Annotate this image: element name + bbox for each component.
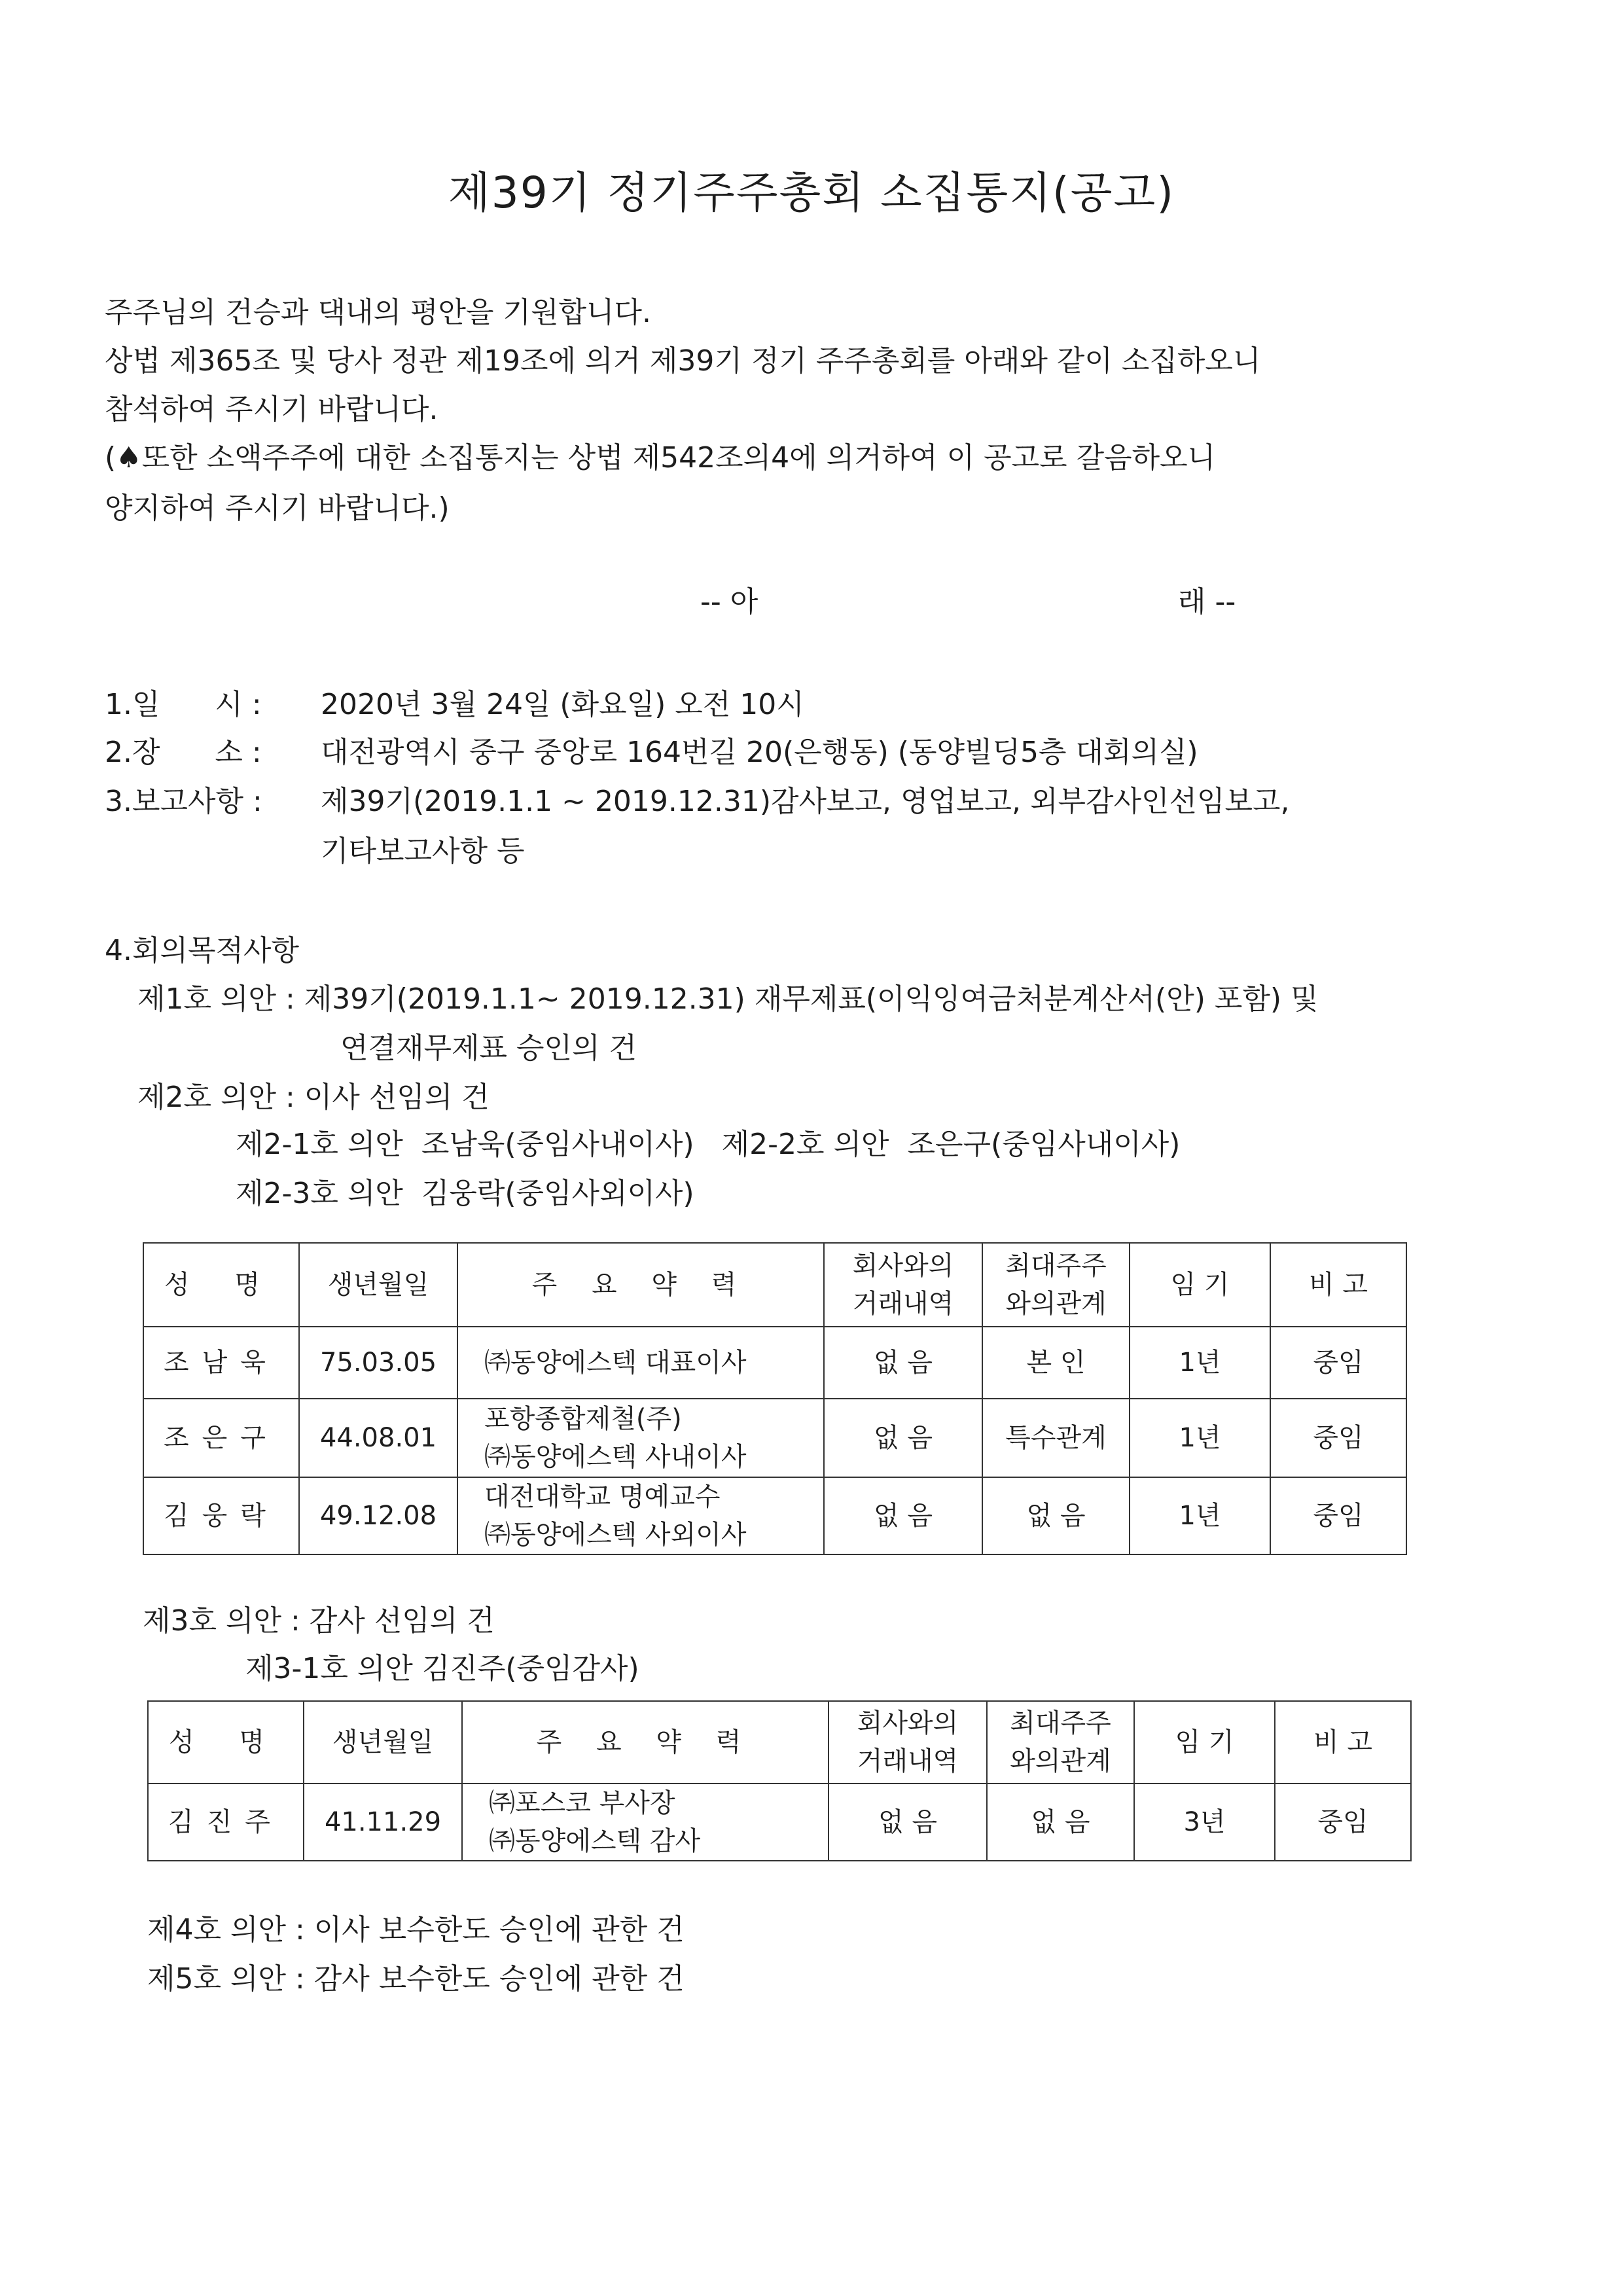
directors-table [143, 1242, 1407, 1555]
director-trade: 없 음 [824, 1477, 982, 1554]
notice-heading-left: -- 아 [700, 585, 758, 619]
director-relation: 없 음 [982, 1477, 1130, 1554]
place-label: 2.장 소 : [105, 736, 262, 769]
director-trade: 없 음 [824, 1327, 982, 1399]
header-name: 성 명 [148, 1701, 304, 1784]
director-term: 1년 [1130, 1327, 1270, 1399]
table-row [148, 1784, 1411, 1861]
report-value-cont: 기타보고사항 등 [321, 834, 525, 868]
report-label: 3.보고사항 : [105, 785, 262, 818]
header-career: 주 요 약 력 [457, 1243, 824, 1327]
director-note: 중임 [1270, 1399, 1406, 1477]
header-trade: 회사와의 거래내역 [829, 1701, 987, 1784]
agenda-item-2-sub: 제2-1호 의안 조남욱(중임사내이사) 제2-2호 의안 조은구(중임사내이사) [236, 1128, 1181, 1161]
director-relation: 본 인 [982, 1327, 1130, 1399]
intro-line: 주주님의 건승과 댁내의 평안을 기원합니다. [105, 296, 652, 329]
header-note: 비 고 [1270, 1243, 1406, 1327]
agenda-item-2-sub: 제2-3호 의안 김웅락(중임사외이사) [236, 1177, 694, 1210]
date-label: 1.일 시 : [105, 688, 262, 721]
agenda-item-4: 제4호 의안 : 이사 보수한도 승인에 관한 건 [147, 1913, 685, 1946]
report-value: 제39기(2019.1.1 ~ 2019.12.31)감사보고, 영업보고, 외부감사인선임보고, [321, 785, 1290, 818]
auditors-table [147, 1700, 1412, 1861]
header-career: 주 요 약 력 [462, 1701, 829, 1784]
date-value: 2020년 3월 24일 (화요일) 오전 10시 [321, 688, 804, 721]
director-term: 1년 [1130, 1477, 1270, 1554]
table-header-row [148, 1701, 1411, 1784]
agenda-heading: 4.회의목적사항 [105, 934, 300, 967]
document-title: 제39기 정기주주총회 소집통지(공고) [448, 168, 1175, 218]
director-name: 김웅락 [143, 1477, 299, 1554]
header-relation: 최대주주 와의관계 [982, 1243, 1130, 1327]
auditor-trade: 없 음 [829, 1784, 987, 1861]
director-birth: 75.03.05 [299, 1327, 457, 1399]
table-row [143, 1327, 1406, 1399]
intro-line: (♠또한 소액주주에 대한 소집통지는 상법 제542조의4에 의거하여 이 공고로 갈음하오니 [105, 441, 1216, 475]
director-birth: 49.12.08 [299, 1477, 457, 1554]
director-name: 조남욱 [143, 1327, 299, 1399]
header-birth: 생년월일 [299, 1243, 457, 1327]
director-career: 대전대학교 명예교수 ㈜동양에스텍 사외이사 [457, 1477, 824, 1554]
director-trade: 없 음 [824, 1399, 982, 1477]
table-row [143, 1399, 1406, 1477]
agenda-item-2: 제2호 의안 : 이사 선임의 건 [137, 1081, 490, 1114]
director-birth: 44.08.01 [299, 1399, 457, 1477]
auditor-relation: 없 음 [987, 1784, 1134, 1861]
director-career: 포항종합제철(주) ㈜동양에스텍 사내이사 [457, 1399, 824, 1477]
director-note: 중임 [1270, 1477, 1406, 1554]
header-term: 임 기 [1130, 1243, 1270, 1327]
director-note: 중임 [1270, 1327, 1406, 1399]
intro-line: 참석하여 주시기 바랍니다. [105, 393, 438, 426]
auditor-name: 김진주 [148, 1784, 304, 1861]
intro-line: 상법 제365조 및 당사 정관 제19조에 의거 제39기 정기 주주총회를 아래와 같이 소집하오니 [105, 344, 1261, 378]
header-note: 비 고 [1275, 1701, 1411, 1784]
place-value: 대전광역시 중구 중앙로 164번길 20(은행동) (동양빌딩5층 대회의실) [321, 736, 1198, 769]
notice-heading-right: 래 -- [1178, 585, 1236, 619]
agenda-item-1: 제1호 의안 : 제39기(2019.1.1~ 2019.12.31) 재무제표(이익잉여금처분계산서(안) 포함) 및 [137, 982, 1319, 1016]
header-relation: 최대주주 와의관계 [987, 1701, 1134, 1784]
director-career: ㈜동양에스텍 대표이사 [457, 1327, 824, 1399]
table-header-row [143, 1243, 1406, 1327]
auditor-career: ㈜포스코 부사장 ㈜동양에스텍 감사 [462, 1784, 829, 1861]
header-term: 임 기 [1134, 1701, 1275, 1784]
header-trade: 회사와의 거래내역 [824, 1243, 982, 1327]
agenda-item-1-cont: 연결재무제표 승인의 건 [340, 1031, 637, 1065]
director-relation: 특수관계 [982, 1399, 1130, 1477]
agenda-item-3-sub: 제3-1호 의안 김진주(중임감사) [245, 1652, 639, 1685]
header-birth: 생년월일 [304, 1701, 462, 1784]
agenda-item-5: 제5호 의안 : 감사 보수한도 승인에 관한 건 [147, 1962, 685, 1996]
auditor-note: 중임 [1275, 1784, 1411, 1861]
agenda-item-3: 제3호 의안 : 감사 선임의 건 [143, 1604, 495, 1638]
header-name: 성 명 [143, 1243, 299, 1327]
director-term: 1년 [1130, 1399, 1270, 1477]
director-name: 조은구 [143, 1399, 299, 1477]
auditor-term: 3년 [1134, 1784, 1275, 1861]
auditor-birth: 41.11.29 [304, 1784, 462, 1861]
intro-line: 양지하여 주시기 바랍니다.) [105, 492, 450, 525]
table-row [143, 1477, 1406, 1554]
